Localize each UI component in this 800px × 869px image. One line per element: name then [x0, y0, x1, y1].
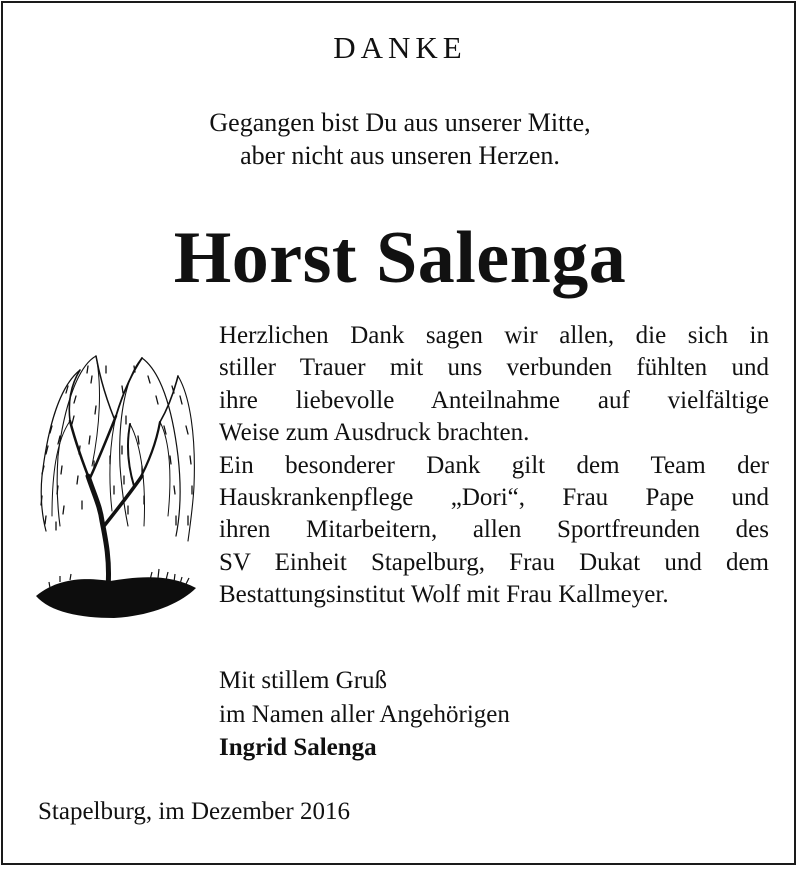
place-and-date: Stapelburg, im Dezember 2016 [38, 798, 350, 825]
notice-heading: DANKE [333, 30, 467, 65]
memorial-verse [0, 106, 800, 172]
closing-block [219, 664, 779, 765]
signer-name: Ingrid Salenga [219, 734, 377, 761]
verse-line: aber nicht aus unseren Herzen. [240, 141, 560, 170]
message-line: ihre liebevolle Anteilnahme auf vielfältige [219, 386, 769, 414]
message-line: ihren Mitarbeitern, allen Sportfreunden des [219, 516, 769, 544]
message-line: Bestattungsinstitut Wolf mit Frau Kallmeyer. [219, 581, 669, 609]
closing-on-behalf: im Namen aller Angehörigen [219, 700, 510, 728]
weeping-willow-tree-icon [30, 326, 200, 626]
closing-greeting: Mit stillem Gruß [219, 667, 388, 694]
thank-you-message [219, 320, 769, 612]
message-line: Weise zum Ausdruck brachten. [219, 419, 530, 447]
deceased-name: Horst Salenga [173, 217, 627, 299]
message-line: Ein besonderer Dank gilt dem Team der [219, 451, 769, 479]
verse-line: Gegangen bist Du aus unserer Mitte, [209, 108, 591, 137]
message-line: Hauskrankenpflege „Dori“, Frau Pape und [219, 483, 769, 511]
message-line: Herzlichen Dank sagen wir allen, die sich in [219, 322, 769, 349]
message-line: SV Einheit Stapelburg, Frau Dukat und dem [219, 548, 769, 576]
message-line: stiller Trauer mit uns verbunden fühlten und [219, 354, 769, 382]
